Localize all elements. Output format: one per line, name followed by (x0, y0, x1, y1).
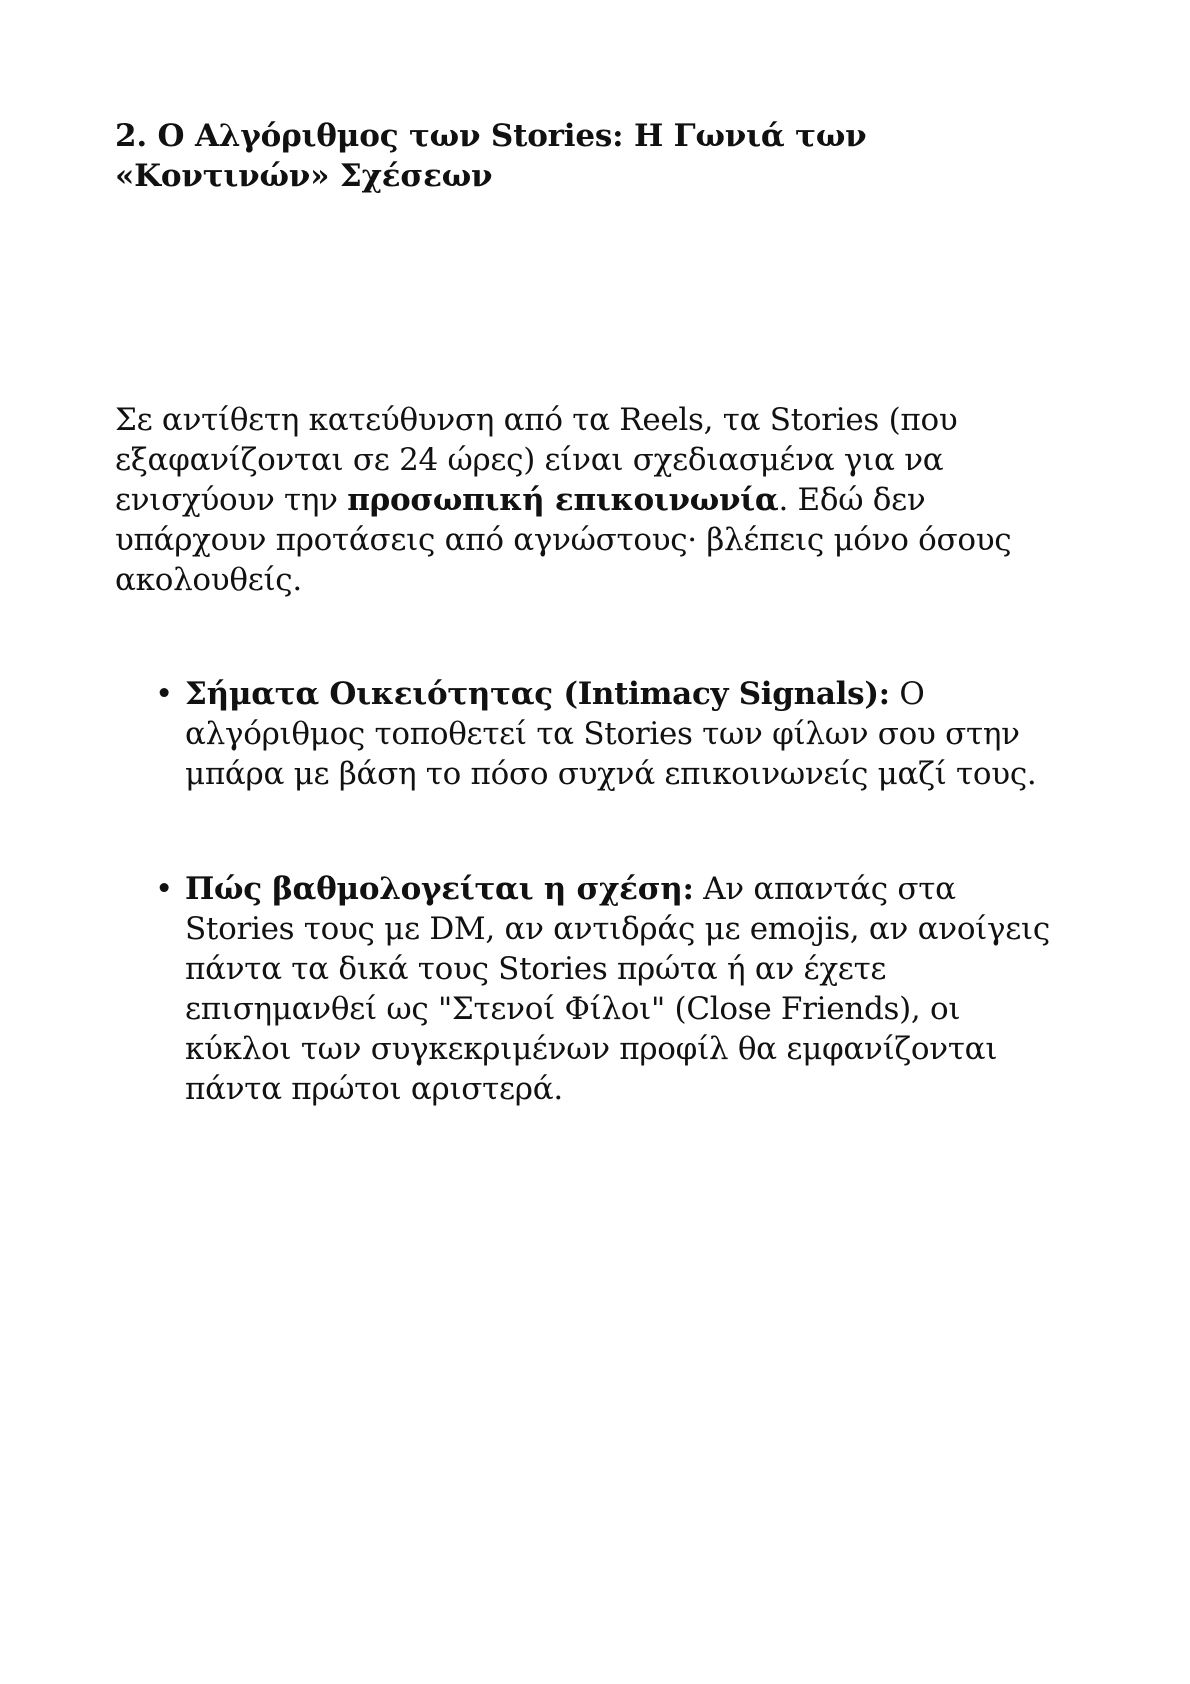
section-heading (115, 116, 1075, 196)
intro-line-2: εξαφανίζονται σε 24 ώρες) είναι σχεδιασμένα για να (115, 442, 944, 478)
bullet-1-line-2: αλγόριθμος τοποθετεί τα Stories των φίλων σου στην (185, 716, 1020, 752)
bullet-1-title: Σήματα Οικειότητας (Intimacy Signals): (185, 676, 890, 712)
section-heading-line-2: «Κοντινών» Σχέσεων (115, 158, 493, 194)
bullet-1-line-3: μπάρα με βάση το πόσο συχνά επικοινωνείς μαζί τους. (185, 756, 1037, 792)
section-heading-line-1: 2. Ο Αλγόριθμος των Stories: Η Γωνιά των (115, 118, 867, 154)
bullet-1-line-1 (185, 674, 1085, 714)
bullet-2-line-3: πάντα τα δικά τους Stories πρώτα ή αν έχετε (185, 951, 887, 987)
bullet-2-line-1 (185, 869, 1085, 909)
intro-emphasis: προσωπική επικοινωνία (347, 482, 779, 518)
bullet-2-line-4: επισημανθεί ως "Στενοί Φίλοι" (Close Friends), οι (185, 991, 961, 1027)
bullet-marker: • (155, 871, 173, 907)
intro-line-3 (115, 480, 1075, 520)
bullet-2-line-1-rest: Αν απαντάς στα (693, 871, 956, 907)
bullet-item-relationship-scoring (155, 869, 1085, 1109)
bullet-1-line-1-rest: Ο (889, 676, 925, 712)
intro-line-3-end: . Εδώ δεν (778, 482, 926, 518)
bullet-2-line-6: πάντα πρώτοι αριστερά. (185, 1071, 563, 1107)
bullet-2-line-5: κύκλοι των συγκεκριμένων προφίλ θα εμφανίζονται (185, 1031, 998, 1067)
bullet-marker: • (155, 676, 173, 712)
bullet-item-intimacy-signals (155, 674, 1085, 794)
intro-paragraph (115, 400, 1075, 600)
intro-line-1: Σε αντίθετη κατεύθυνση από τα Reels, τα Stories (που (115, 402, 958, 438)
bullet-2-title: Πώς βαθμολογείται η σχέση: (185, 871, 694, 907)
intro-line-5: ακολουθείς. (115, 562, 302, 598)
bullet-2-line-2: Stories τους με DM, αν αντιδράς με emojis, αν ανοίγεις (185, 911, 1050, 947)
intro-line-3-start: ενισχύουν την (115, 482, 348, 518)
intro-line-4: υπάρχουν προτάσεις από αγνώστους· βλέπεις μόνο όσους (115, 522, 1012, 558)
